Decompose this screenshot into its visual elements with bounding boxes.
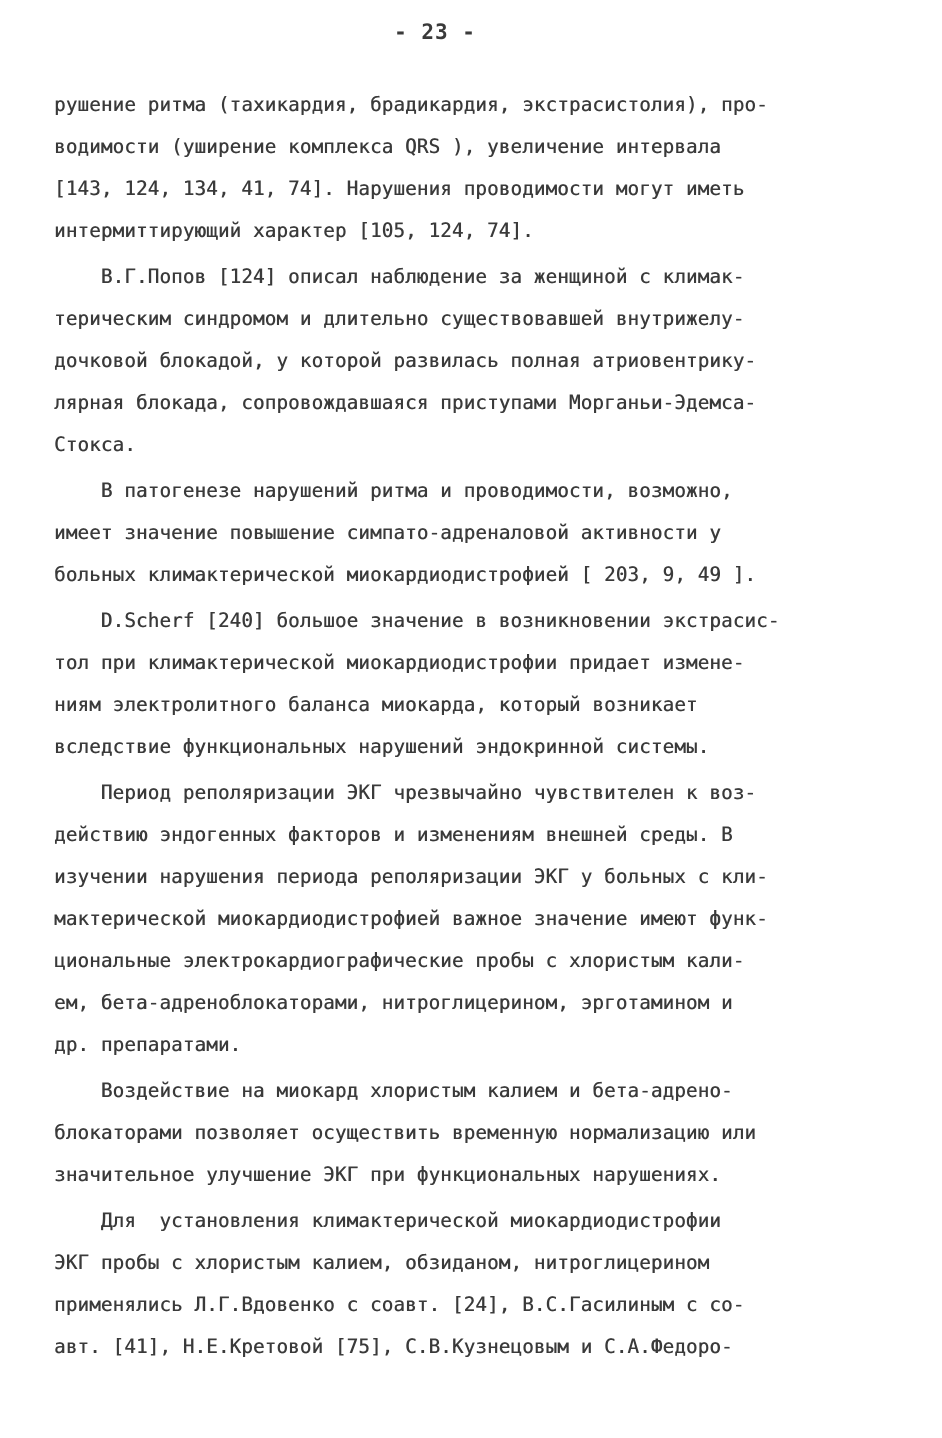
text-line: применялись Л.Г.Вдовенко с соавт. [24], В.С.Гасилиным с со- bbox=[54, 1293, 745, 1316]
text-line: изучении нарушения периода реполяризации ЭКГ у больных с кли- bbox=[54, 865, 768, 888]
paragraph-popov bbox=[54, 256, 904, 466]
text-line: авт. [41], Н.Е.Кретовой [75], С.В.Кузнецовым и С.А.Федоро- bbox=[54, 1335, 733, 1358]
text-line: вследствие функциональных нарушений эндокринной системы. bbox=[54, 735, 710, 758]
text-line: водимости (уширение комплекса QRS ), увеличение интервала bbox=[54, 135, 722, 158]
text-line: циональные электрокардиографические пробы с хлористым кали- bbox=[54, 949, 745, 972]
paragraph-rhythm-disorders bbox=[54, 84, 904, 252]
text-line: значительное улучшение ЭКГ при функциональных нарушениях. bbox=[54, 1163, 722, 1186]
text-line: Воздействие на миокард хлористым калием и бета-адрено- bbox=[54, 1079, 733, 1102]
text-line: Период реполяризации ЭКГ чрезвычайно чувствителен к воз- bbox=[54, 781, 757, 804]
text-line: др. препаратами. bbox=[54, 1033, 242, 1056]
text-line: Стокса. bbox=[54, 433, 136, 456]
paragraph-potassium-chloride bbox=[54, 1070, 904, 1196]
text-line: больных климактерической миокардиодистрофией [ 203, 9, 49 ]. bbox=[54, 563, 757, 586]
text-line: [143, 124, 134, 41, 74]. Нарушения проводимости могут иметь bbox=[54, 177, 745, 200]
text-line: дочковой блокадой, у которой развилась полная атриовентрику- bbox=[54, 349, 757, 372]
text-line: D.Scherf [240] большое значение в возникновении экстрасис- bbox=[54, 609, 780, 632]
paragraph-pathogenesis bbox=[54, 470, 904, 596]
text-line: имеет значение повышение симпато-адреналовой активности у bbox=[54, 521, 722, 544]
page-number: - 23 - bbox=[394, 20, 476, 44]
text-line: ЭКГ пробы с хлористым калием, обзиданом, нитроглицерином bbox=[54, 1251, 710, 1274]
paragraph-ecg-tests bbox=[54, 1200, 904, 1368]
text-line: блокаторами позволяет осуществить временную нормализацию или bbox=[54, 1121, 757, 1144]
text-line: ем, бета-адреноблокаторами, нитроглицерином, эрготамином и bbox=[54, 991, 733, 1014]
text-line: Для установления климактерической миокардиодистрофии bbox=[54, 1209, 722, 1232]
text-line: тол при климактерической миокардиодистрофии придает измене- bbox=[54, 651, 745, 674]
text-line: ниям электролитного баланса миокарда, который возникает bbox=[54, 693, 698, 716]
text-line: В.Г.Попов [124] описал наблюдение за женщиной с климак- bbox=[54, 265, 745, 288]
text-line: лярная блокада, сопровождавшаяся приступами Морганьи-Эдемса- bbox=[54, 391, 757, 414]
text-line: терическим синдромом и длительно существовавшей внутрижелу- bbox=[54, 307, 745, 330]
text-line: мактерической миокардиодистрофией важное значение имеют функ- bbox=[54, 907, 768, 930]
text-line: В патогенезе нарушений ритма и проводимости, возможно, bbox=[54, 479, 733, 502]
text-line: рушение ритма (тахикардия, брадикардия, экстрасистолия), про- bbox=[54, 93, 768, 116]
paragraph-repolarization bbox=[54, 772, 904, 1066]
paragraph-scherf bbox=[54, 600, 904, 768]
text-line: действию эндогенных факторов и изменениям внешней среды. В bbox=[54, 823, 733, 846]
body-text bbox=[54, 84, 904, 1368]
text-line: интермиттирующий характер [105, 124, 74]. bbox=[54, 219, 534, 242]
